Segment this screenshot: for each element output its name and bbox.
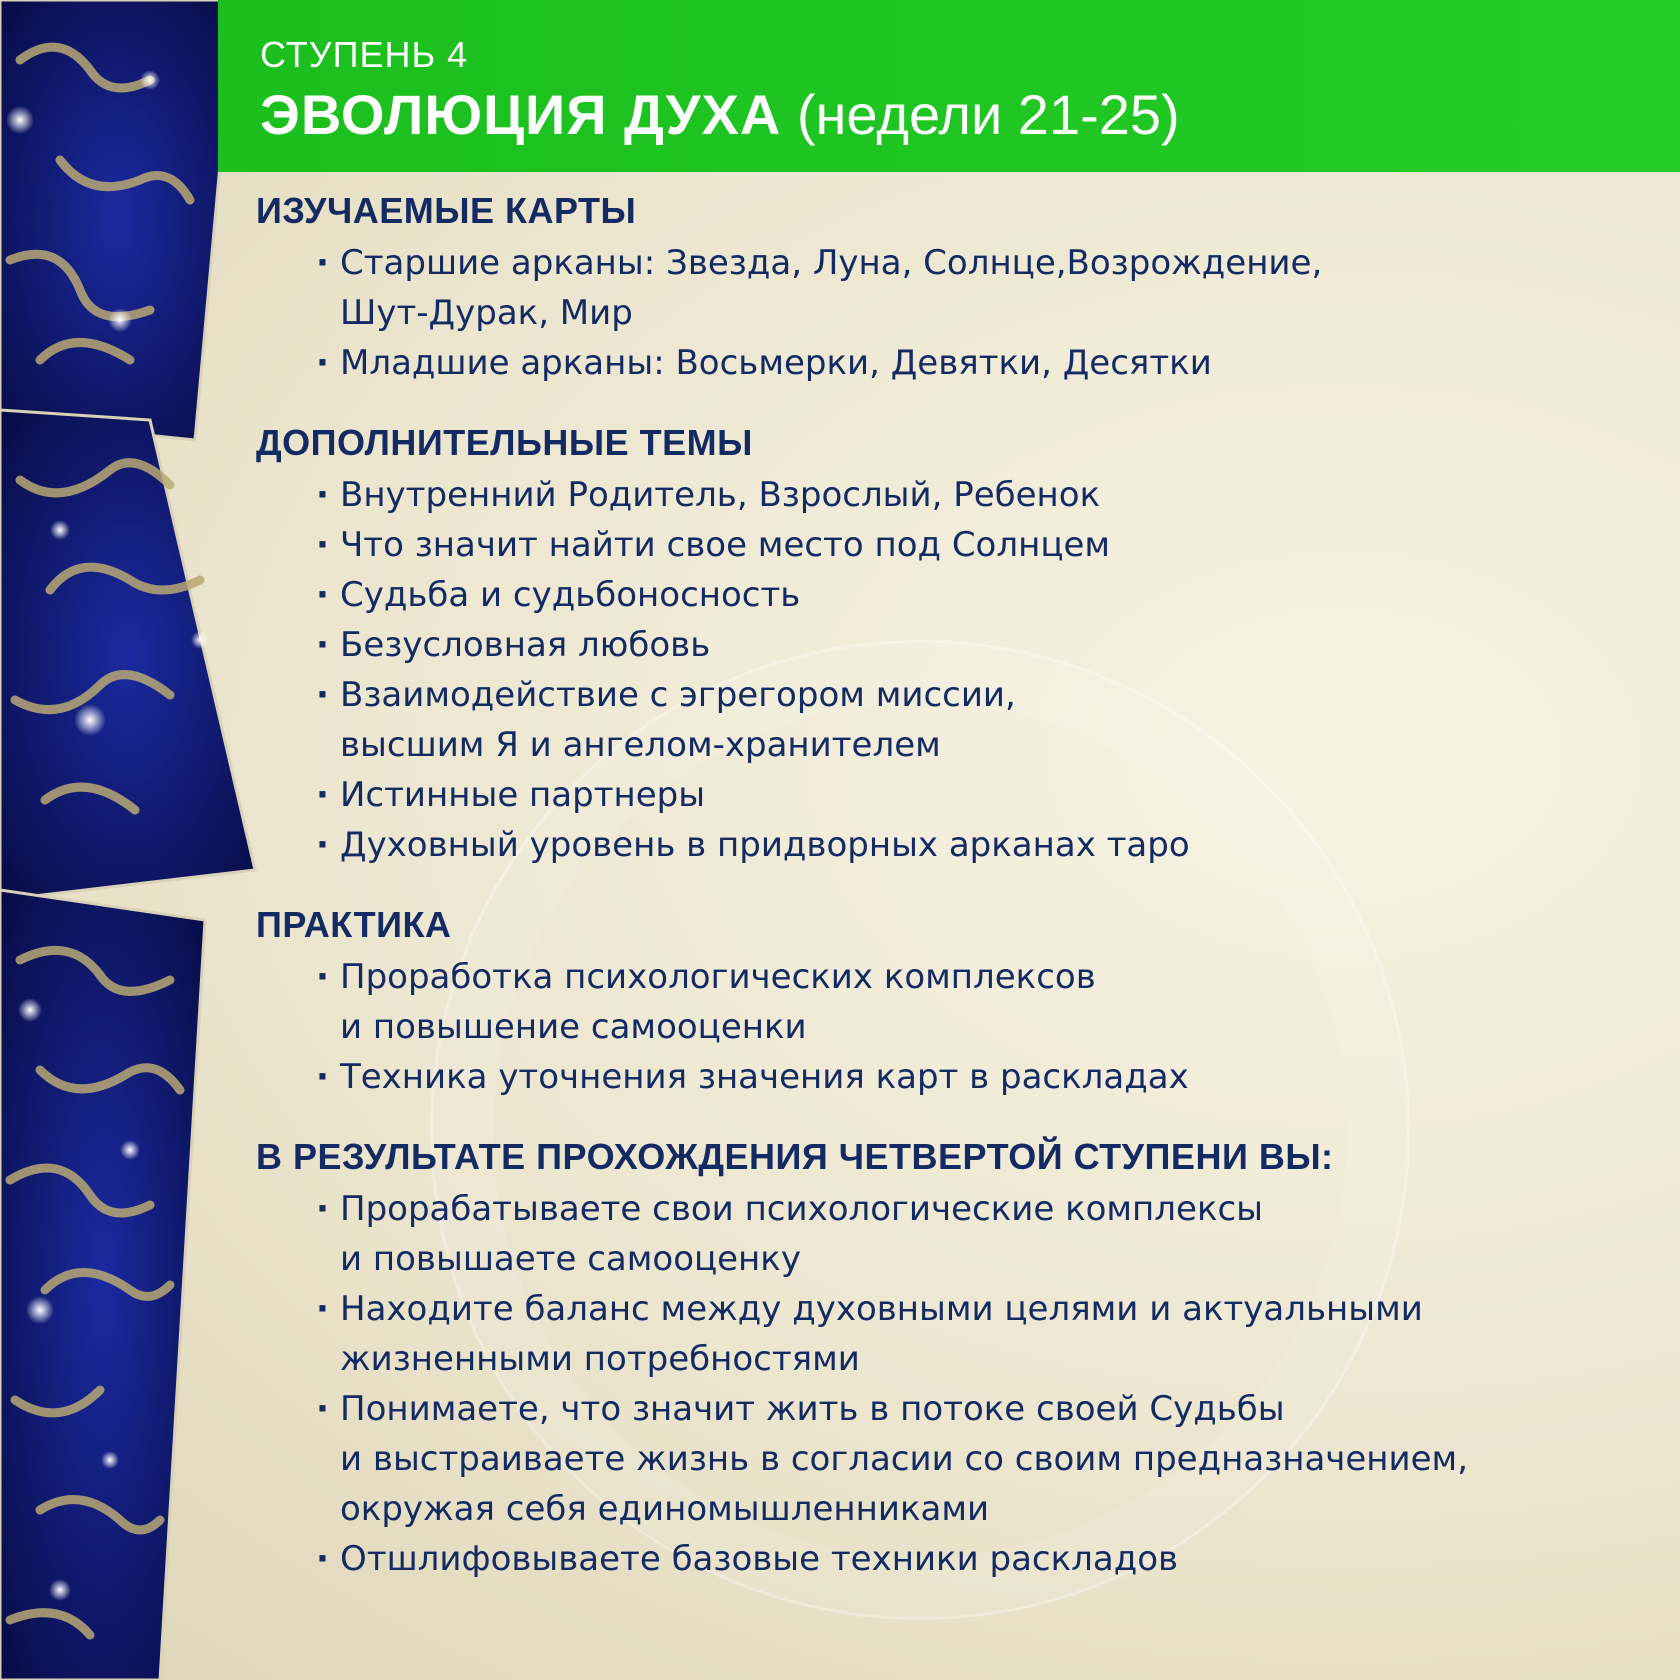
- list-item: [316, 238, 1656, 338]
- list-item: [316, 670, 1656, 770]
- list-item-text: · Младшие арканы: Восьмерки, Девятки, Десятки: [340, 343, 1212, 383]
- bullet-list: [256, 470, 1656, 870]
- list-item: [316, 520, 1656, 570]
- header-banner: [218, 0, 1680, 172]
- list-item: [316, 952, 1656, 1052]
- list-item: [316, 1052, 1656, 1102]
- section-title: ДОПОЛНИТЕЛЬНЫЕ ТЕМЫ: [256, 422, 753, 463]
- title-weeks: (недели 21-25): [796, 83, 1180, 146]
- section: [256, 904, 1656, 1102]
- list-item: [316, 570, 1656, 620]
- list-item-text: · Безусловная любовь: [340, 625, 711, 665]
- page-title: [260, 82, 1180, 147]
- list-item: [316, 1284, 1656, 1384]
- list-item-text: и выстраиваете жизнь в согласии со своим предназначением,: [340, 1439, 1469, 1479]
- list-item: [316, 620, 1656, 670]
- list-item-text: Шут-Дурак, Мир: [340, 293, 633, 333]
- section: [256, 1136, 1656, 1584]
- list-item-text: · Проработка психологических комплексов: [340, 957, 1096, 997]
- list-item-text: · Истинные партнеры: [340, 775, 706, 815]
- list-item-text: · Духовный уровень в придворных арканах таро: [340, 825, 1190, 865]
- list-item: [316, 1534, 1656, 1584]
- list-item: [316, 470, 1656, 520]
- list-item-text: и повышаете самооценку: [340, 1239, 801, 1279]
- list-item-text: · Техника уточнения значения карт в раскладах: [340, 1057, 1189, 1097]
- list-item-text: · Отшлифовываете базовые техники раскладов: [340, 1539, 1179, 1579]
- list-item: [316, 820, 1656, 870]
- list-item-text: жизненными потребностями: [340, 1339, 860, 1379]
- section-title: ИЗУЧАЕМЫЕ КАРТЫ: [256, 190, 637, 231]
- list-item: [316, 1184, 1656, 1284]
- section: [256, 190, 1656, 388]
- section-title: В РЕЗУЛЬТАТЕ ПРОХОЖДЕНИЯ ЧЕТВЕРТОЙ СТУПЕНИ ВЫ:: [256, 1136, 1334, 1177]
- tarot-card-strip: [0, 0, 260, 1680]
- section: [256, 422, 1656, 870]
- list-item-text: высшим Я и ангелом-хранителем: [340, 725, 941, 765]
- star-pattern-cards: [0, 0, 260, 1680]
- step-label: СТУПЕНЬ 4: [260, 34, 469, 75]
- list-item-text: · Находите баланс между духовными целями и актуальными: [340, 1289, 1423, 1329]
- section-title: ПРАКТИКА: [256, 904, 452, 945]
- bullet-list: [256, 1184, 1656, 1584]
- list-item: [316, 770, 1656, 820]
- bullet-list: [256, 952, 1656, 1102]
- list-item: [316, 338, 1656, 388]
- list-item-text: · Судьба и судьбоносность: [340, 575, 801, 615]
- list-item-text: · Взаимодействие с эгрегором миссии,: [340, 675, 1016, 715]
- list-item-text: и повышение самооценки: [340, 1007, 807, 1047]
- list-item-text: окружая себя единомышленниками: [340, 1489, 990, 1529]
- list-item-text: · Старшие арканы: Звезда, Луна, Солнце,Возрождение,: [340, 243, 1323, 283]
- content-area: [256, 190, 1656, 1618]
- list-item-text: · Что значит найти свое место под Солнцем: [340, 525, 1111, 565]
- list-item-text: · Прорабатываете свои психологические комплексы: [340, 1189, 1264, 1229]
- list-item-text: · Понимаете, что значит жить в потоке своей Судьбы: [340, 1389, 1285, 1429]
- title-main: ЭВОЛЮЦИЯ ДУХА: [260, 83, 782, 146]
- list-item-text: · Внутренний Родитель, Взрослый, Ребенок: [340, 475, 1101, 515]
- list-item: [316, 1384, 1656, 1534]
- bullet-list: [256, 238, 1656, 388]
